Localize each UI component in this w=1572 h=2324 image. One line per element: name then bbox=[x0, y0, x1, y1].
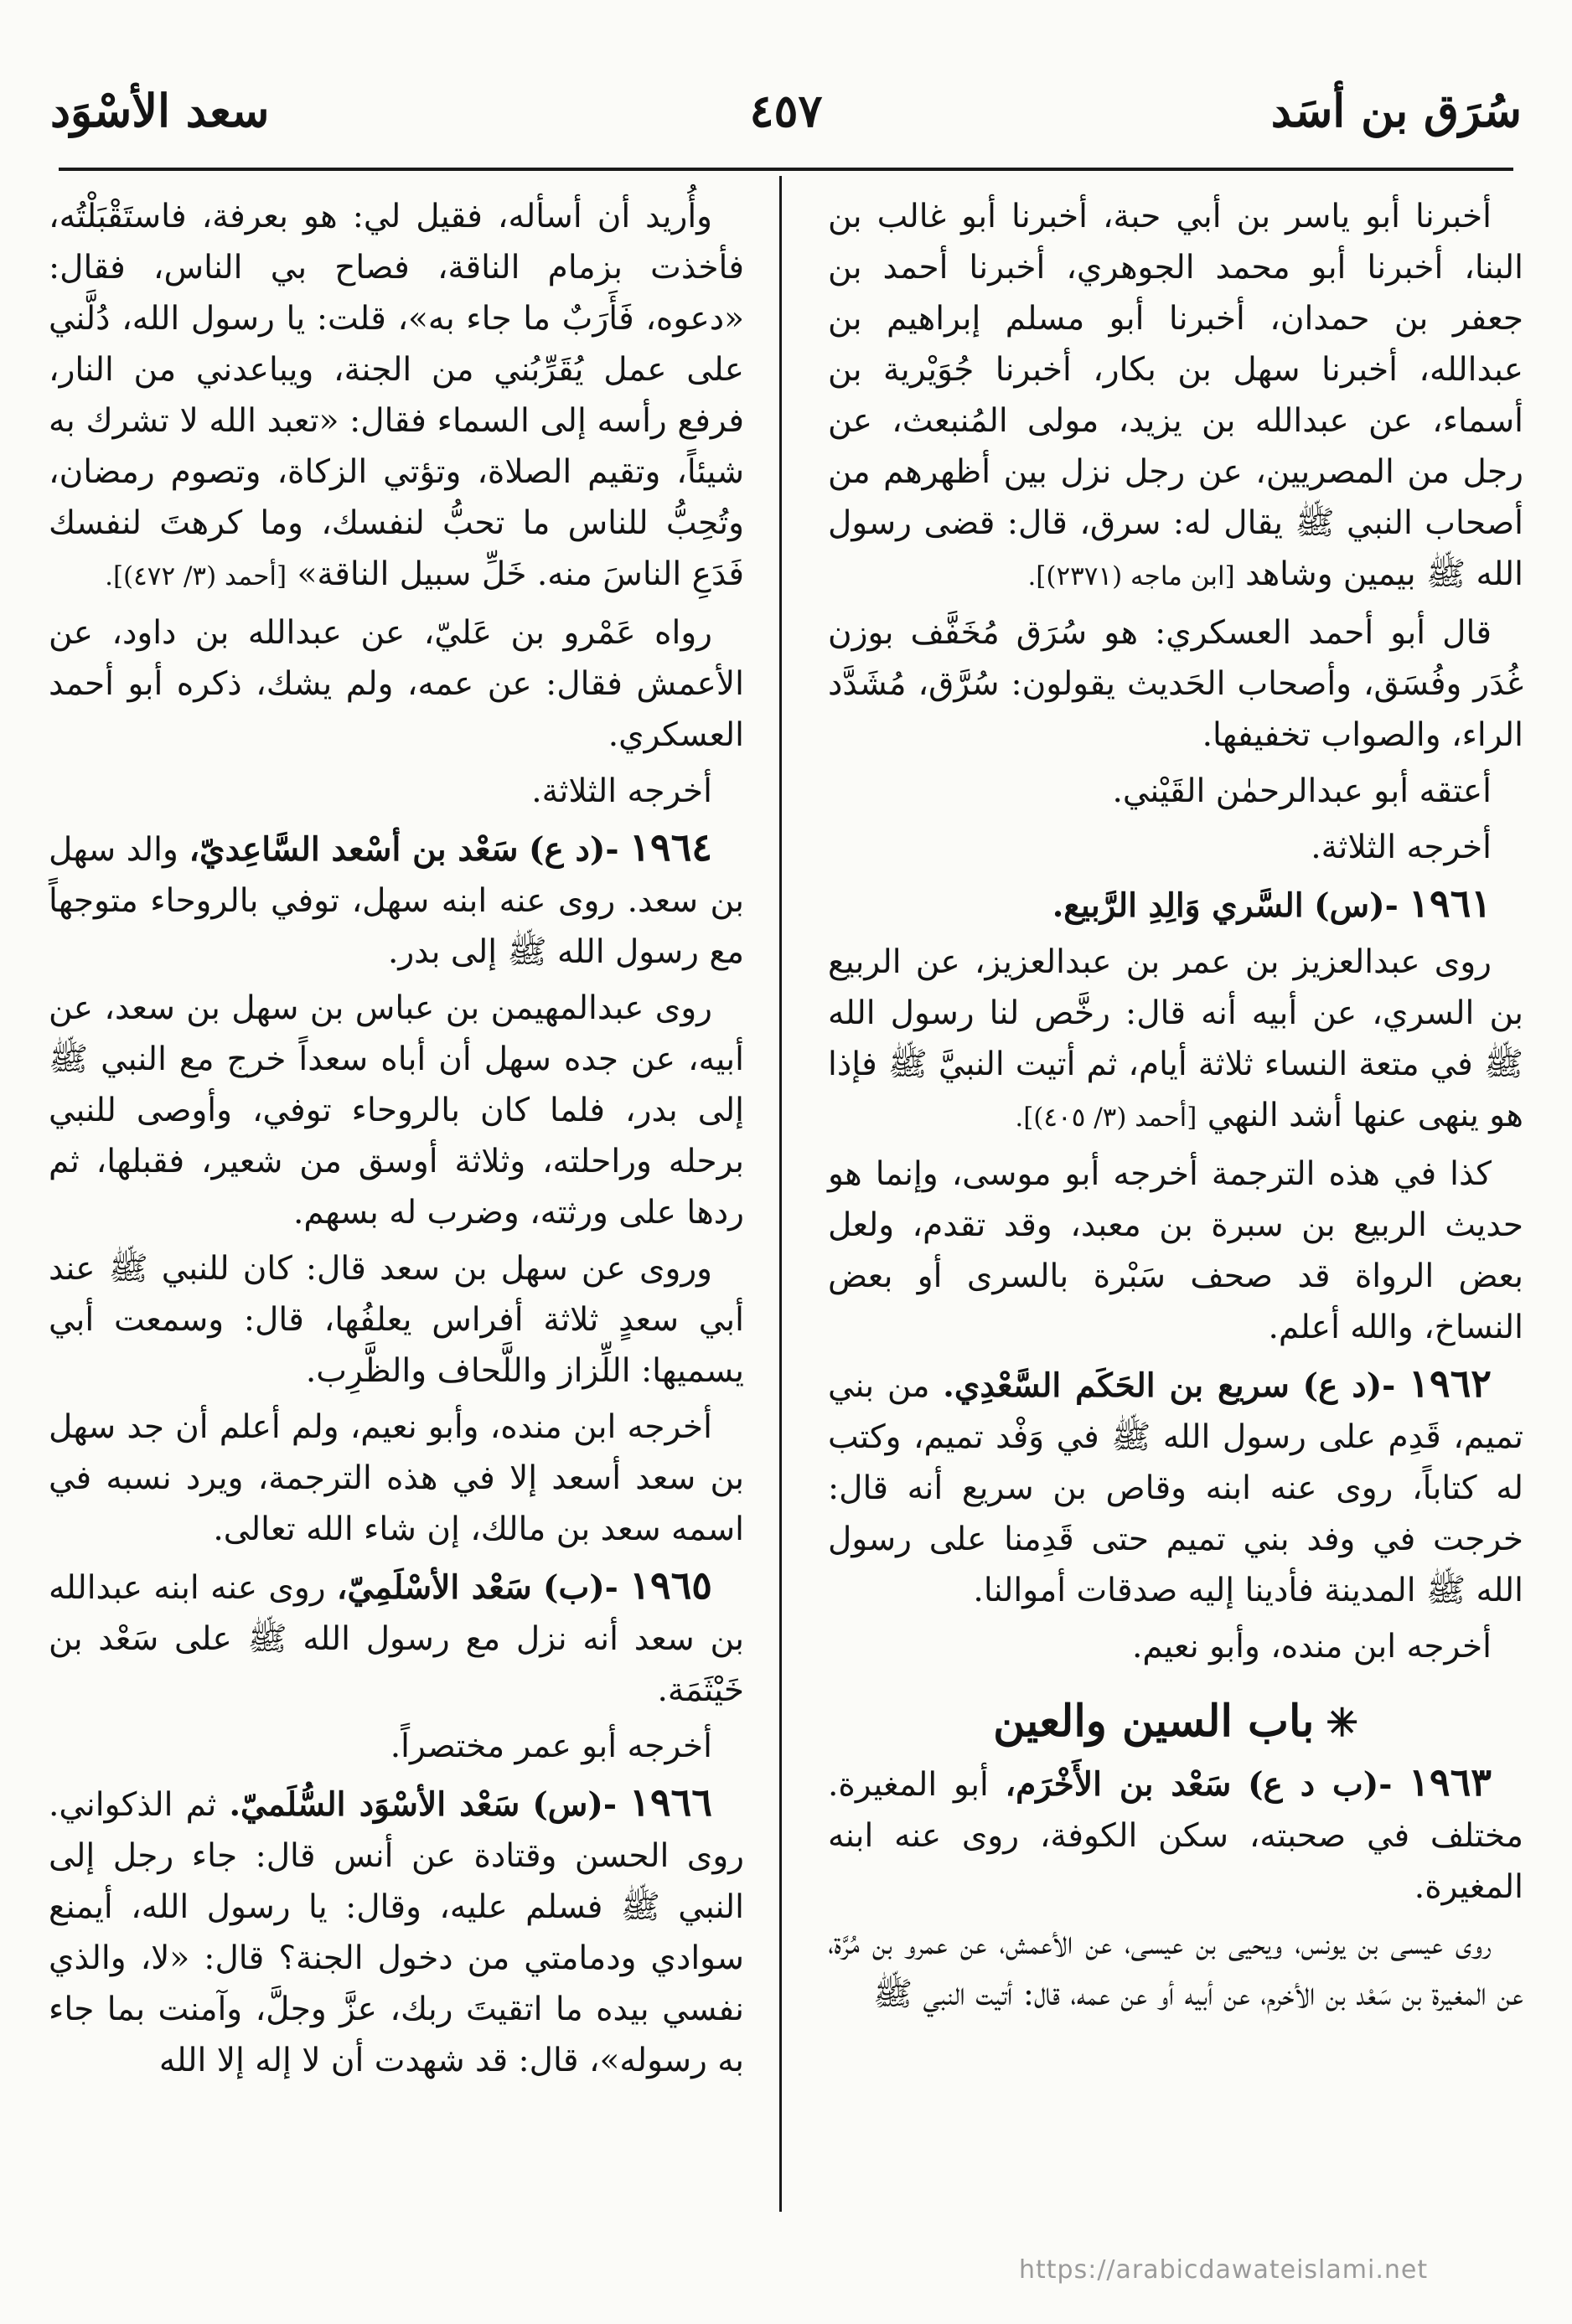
paragraph-text: روى عيسى بن يونس، ويحيى بن عيسى، عن الأعمش، عن عمرو بن مُرَّة، عن المغيرة بن سَعْد بن الأخرم، عن أبيه أو عن عمه، قال: أتيت النبي ﷺ bbox=[828, 1924, 1523, 2013]
hadith-reference: [أحمد (٣/ ٤٠٥)]. bbox=[1015, 1103, 1197, 1133]
paragraph-text: روى عبدالمهيمن بن عباس بن سهل بن سعد، عن أبيه، عن جده سهل أن أباه سعداً خرج مع النبي ﷺ إلى بدر، فلما كان بالروحاء توفي، وأوصى للنبي برحله وراحلته، وثلاثة أوسق من شعير، فقبلها، ثم ردها على ورثته، وضرب له بسهم. bbox=[49, 989, 744, 1232]
biography-entry bbox=[828, 1757, 1523, 1913]
entry-code: -(د ع) bbox=[529, 830, 619, 869]
header-right-title: سُرَق بن أسَد bbox=[1270, 84, 1522, 137]
hadith-reference: [ابن ماجه (٢٣٧١)]. bbox=[1027, 561, 1235, 591]
hadith-reference: [أحمد (٣/ ٤٧٢)]. bbox=[105, 561, 287, 591]
entry-code: -(س) bbox=[532, 1785, 618, 1824]
section-heading bbox=[828, 1691, 1523, 1753]
paragraph bbox=[49, 1243, 744, 1397]
paragraph-text: قال أبو أحمد العسكري: هو سُرَق مُخَفَّف بوزن غُدَر وفُسَق، وأصحاب الحَديث يقولون: سُرَّق، مُشَدَّد الراء، والصواب تخفيفها. bbox=[828, 614, 1523, 754]
entry-number: ١٩٦١ bbox=[1409, 881, 1492, 926]
running-header bbox=[50, 84, 1522, 159]
watermark-url: https://arabicdawateislami.net bbox=[1019, 2255, 1429, 2285]
entry-number: ١٩٦٤ bbox=[629, 824, 712, 870]
entry-number: ١٩٦٥ bbox=[629, 1562, 713, 1608]
header-left-title: سعد الأسْوَد bbox=[50, 84, 270, 137]
paragraph-text: روى عبدالعزيز بن عمر بن عبدالعزيز، عن الربيع بن السري، عن أبيه أنه قال: رخَّص لنا رسول الله ﷺ في متعة النساء ثلاثة أيام، ثم أتيت النبيَّ ﷺ فإذا هو ينهى عنها أشد النهي bbox=[828, 943, 1523, 1134]
page-number: ٤٥٧ bbox=[749, 84, 823, 137]
biography-entry bbox=[49, 1560, 744, 1716]
biography-entry bbox=[828, 1358, 1523, 1616]
paragraph bbox=[828, 607, 1523, 761]
entry-number: ١٩٦٦ bbox=[629, 1779, 712, 1825]
paragraph-text: أخرجه الثلاثة. bbox=[531, 772, 712, 810]
right-column bbox=[828, 191, 1523, 2025]
paragraph bbox=[828, 191, 1523, 602]
paragraph bbox=[828, 766, 1523, 817]
entry-code: -(ب د ع) bbox=[1248, 1765, 1393, 1804]
biography-entry bbox=[828, 878, 1523, 932]
biography-entry bbox=[49, 822, 744, 978]
entry-name: سَعْد الأسْوَد السُّلَميّ. bbox=[229, 1785, 520, 1824]
entry-text: ثم الذكواني. روى الحسن وقتادة عن أنس قال: جاء رجل إلى النبي ﷺ فسلم عليه، وقال: يا رسول الله، أيمنع سوادي ودمامتي من دخول الجنة؟ قال: «لا، والذي نفسي بيده ما اتقيتَ ربك، عزَّ وجلَّ، وآمنت بما جاء به رسوله»، قال: قد شهدت أن لا إله إلا الله bbox=[49, 1786, 744, 2079]
paragraph-text: أخبرنا أبو ياسر بن أبي حبة، أخبرنا أبو غالب بن البنا، أخبرنا أبو محمد الجوهري، أخبرنا أحمد بن جعفر بن حمدان، أخبرنا أبو مسلم إبراهيم بن عبدالله، أخبرنا سهل بن بكار، أخبرنا جُوَيْرية بن أسماء، عن عبدالله بن يزيد، مولى المُنبعث، عن رجل من المصريين، عن رجل نزل بين أظهرهم من أصحاب النبي ﷺ يقال له: سرق، قال: قضى رسول الله ﷺ بيمين وشاهد bbox=[828, 198, 1523, 593]
entry-name: سَعْد الأسْلَمِيّ، bbox=[336, 1568, 532, 1607]
entry-name: سَعْد بن الأَخْرَم، bbox=[1005, 1765, 1232, 1804]
header-rule bbox=[59, 168, 1513, 171]
entry-text: والد سهل بن سعد. روى عنه ابنه سهل، توفي بالروحاء متوجهاً مع رسول الله ﷺ إلى بدر. bbox=[49, 831, 744, 971]
entry-code: -(س) bbox=[1314, 886, 1399, 925]
entry-code: -(ب) bbox=[543, 1568, 618, 1607]
entry-text: من بني تميم، قَدِم على رسول الله ﷺ في وَفْد تميم، وكتب له كتاباً، روى عنه ابنه وقاص بن سريع أنه قال: خرجت في وفد بني تميم حتى قَدِمنا على رسول الله ﷺ المدينة فأدينا إليه صدقات أموالنا. bbox=[828, 1367, 1523, 1609]
section-heading-text: باب السين والعين bbox=[993, 1696, 1315, 1747]
entry-text: أبو المغيرة. مختلف في صحبته، سكن الكوفة، روى عنه ابنه المغيرة. bbox=[828, 1766, 1523, 1906]
paragraph bbox=[49, 983, 744, 1238]
paragraph-text: أخرجه أبو عمر مختصراً. bbox=[390, 1728, 712, 1765]
paragraph-text: أخرجه ابن منده، وأبو نعيم. bbox=[1131, 1628, 1492, 1666]
paragraph-text: أخرجه ابن منده، وأبو نعيم، ولم أعلم أن جد سهل بن سعد أسعد إلا في هذه الترجمة، ويرد نسبه في اسمه سعد بن مالك، إن شاء الله تعالى. bbox=[49, 1408, 744, 1548]
entry-name: سريع بن الحَكَم السَّعْدِي. bbox=[943, 1366, 1290, 1405]
paragraph bbox=[49, 1721, 744, 1772]
paragraph-text: وأُريد أن أسأله، فقيل لي: هو بعرفة، فاستَقْبَلْتُه، فأخذت بزمام الناقة، فصاح بي الناس، فقال: «دعوه، فَأَرَبٌ ما جاء به»، قلت: يا رسول الله، دُلَّني على عمل يُقَرِّبُني من الجنة، ويباعدني من النار، فرفع رأسه إلى السماء فقال: «تعبد الله لا تشرك به شيئاً، وتقيم الصلاة، وتؤتي الزكاة، وتصوم رمضان، وتُحِبُّ للناس ما تحبُّ لنفسك، وما كرهتَ لنفسك فَدَعِ الناسَ منه. خَلِّ سبيل الناقة» bbox=[49, 198, 745, 593]
entry-number: ١٩٦٣ bbox=[1409, 1759, 1492, 1805]
left-column bbox=[49, 191, 744, 2091]
star-ornament-icon: ✳ bbox=[1326, 1700, 1358, 1745]
paragraph-text: كذا في هذه الترجمة أخرجه أبو موسى، وإنما هو حديث الربيع بن سبرة بن معبد، وقد تقدم، ولعل بعض الرواة قد صحف سَبْرة بالسرى أو بعض النساخ، والله أعلم. bbox=[828, 1155, 1523, 1346]
entry-name: سَعْد بن أسْعد السَّاعِديّ، bbox=[189, 830, 519, 869]
paragraph bbox=[49, 766, 744, 817]
paragraph-text: أعتقه أبو عبدالرحمٰن القَيْني. bbox=[1112, 772, 1492, 810]
paragraph bbox=[49, 607, 744, 761]
paragraph bbox=[828, 1918, 1523, 2020]
paragraph bbox=[828, 937, 1523, 1144]
paragraph-text: وروى عن سهل بن سعد قال: كان للنبي ﷺ عند أبي سعدٍ ثلاثة أفراس يعلفُها، قال: وسمعت أبي يسميها: اللِّزاز واللَّحاف والظَّرِب. bbox=[49, 1250, 744, 1390]
column-divider bbox=[779, 176, 782, 2212]
paragraph-text: أخرجه الثلاثة. bbox=[1311, 829, 1492, 866]
entry-number: ١٩٦٢ bbox=[1409, 1361, 1492, 1406]
paragraph bbox=[828, 1621, 1523, 1672]
paragraph bbox=[49, 191, 744, 602]
paragraph bbox=[49, 1402, 744, 1555]
biography-entry bbox=[49, 1777, 744, 2086]
entry-name: السَّري وَالِدِ الرَّبيع. bbox=[1052, 886, 1304, 925]
paragraph bbox=[828, 1149, 1523, 1353]
entry-text: روى عنه ابنه عبدالله بن سعد أنه نزل مع رسول الله ﷺ على سَعْد بن خَيْثَمَة. bbox=[49, 1569, 744, 1709]
paragraph bbox=[828, 822, 1523, 873]
entry-code: -(د ع) bbox=[1302, 1366, 1396, 1405]
paragraph-text: رواه عَمْرو بن عَليّ، عن عبدالله بن داود، عن الأعمش فقال: عن عمه، ولم يشك، ذكره أبو أحمد العسكري. bbox=[49, 614, 744, 754]
